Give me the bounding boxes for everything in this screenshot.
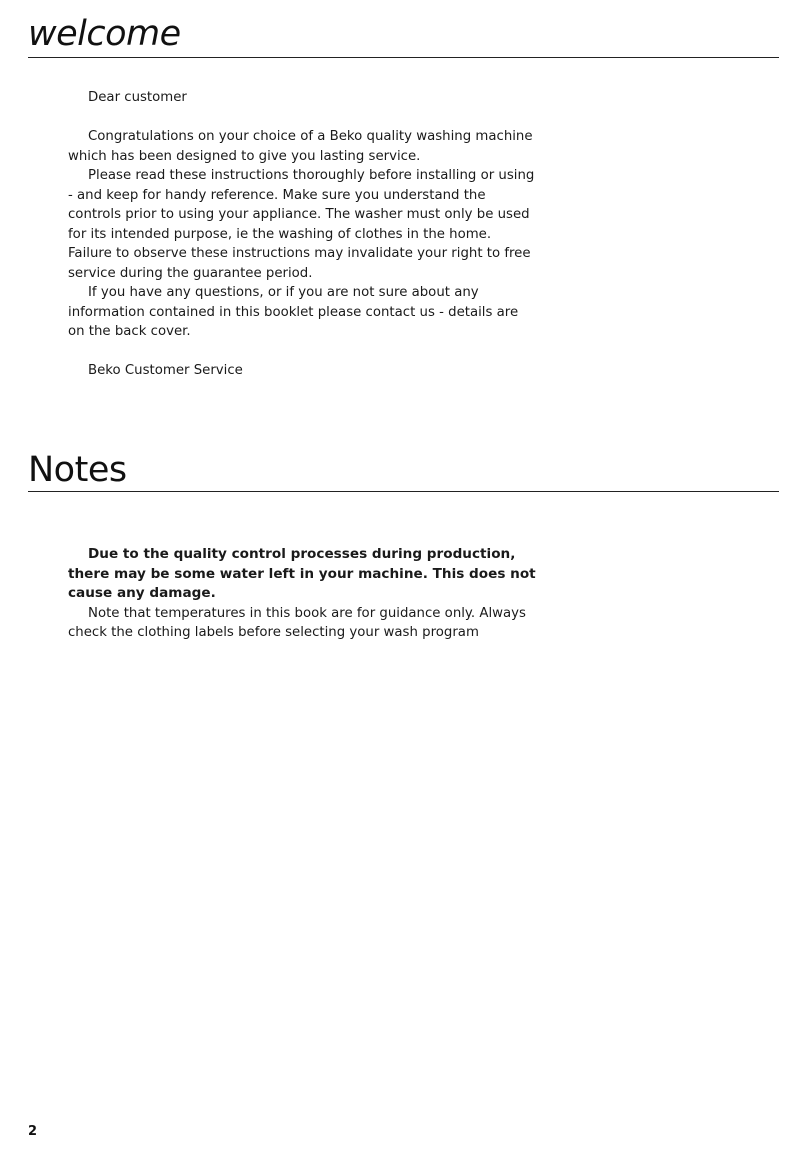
welcome-paragraph-3-line-1: If you have any questions, or if you are not sure about any [88,285,479,300]
notes-paragraph-line-1: Note that temperatures in this book are for guidance only. Always [88,605,526,621]
welcome-paragraph-2-line-3: controls prior to using your appliance. The washer must only be used [68,207,530,222]
notes-content [68,545,536,643]
welcome-heading: welcome [28,14,181,54]
signature: Beko Customer Service [88,363,243,378]
welcome-paragraph-2-line-1: Please read these instructions thoroughly before installing or using [88,168,535,183]
welcome-paragraph-1-line-2: which has been designed to give you lasting service. [68,148,421,164]
welcome-paragraph-1-line-1: Congratulations on your choice of a Beko quality washing machine [88,129,533,144]
page-number: 2 [28,1124,38,1139]
welcome-paragraph-2-line-2: - and keep for handy reference. Make sure you understand the [68,187,486,203]
welcome-letter [68,88,535,381]
welcome-paragraph-3-line-3: on the back cover. [68,324,191,339]
welcome-divider [28,57,779,58]
notes-bold-line-1: Due to the quality control processes during production, [88,546,516,562]
welcome-paragraph-2-line-4: for its intended purpose, ie the washing of clothes in the home. [68,226,492,242]
salutation: Dear customer [88,90,187,105]
welcome-paragraph-2-line-5: Failure to observe these instructions may invalidate your right to free [68,246,531,261]
welcome-paragraph-2-line-6: service during the guarantee period. [68,265,313,281]
notes-heading: Notes [28,450,127,490]
notes-bold-line-2: there may be some water left in your machine. This does not [68,565,536,582]
notes-divider [28,491,779,492]
notes-paragraph-line-2: check the clothing labels before selecting your wash program [68,625,479,640]
notes-bold-line-3: cause any damage. [68,585,216,601]
welcome-paragraph-3-line-2: information contained in this booklet please contact us - details are [68,304,519,320]
